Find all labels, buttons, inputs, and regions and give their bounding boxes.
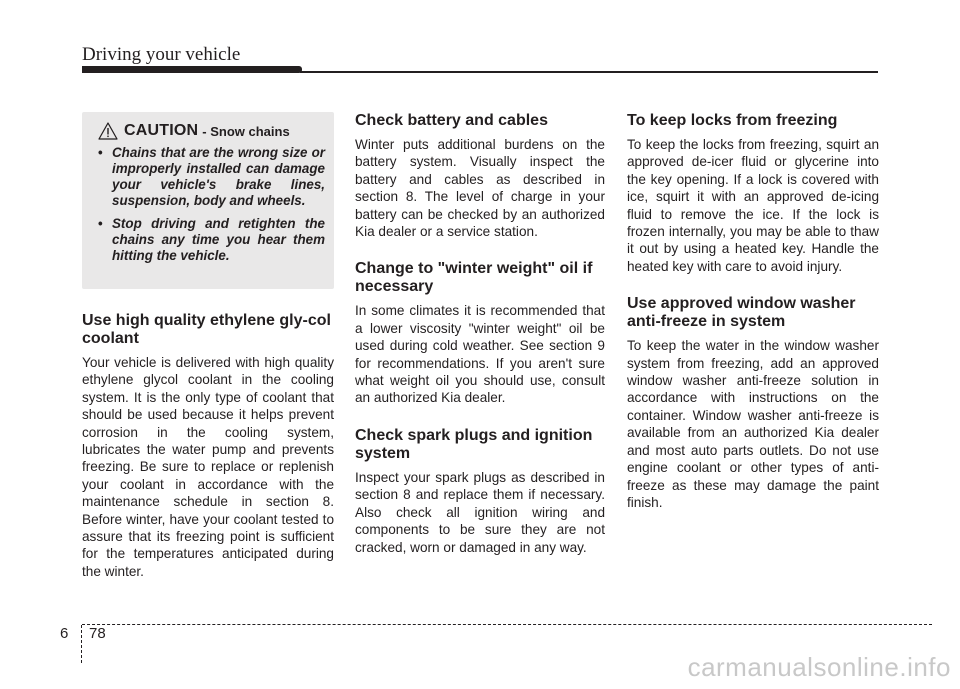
battery-heading: Check battery and cables [355, 112, 548, 129]
coolant-heading: Use high quality ethylene gly-col coolant [82, 312, 331, 347]
column-middle [355, 112, 605, 556]
spark-plugs-body: Inspect your spark plugs as described in section 8 and replace them if necessary. Also check all ignition wiring and components to be sure they are not cracked, worn or damaged in any way. [355, 469, 605, 555]
caution-subtitle: - Snow chains [202, 123, 290, 139]
caution-item: • Chains that are the wrong size or improperly installed can damage your vehicle's brake lines, suspension, body and wheels. [98, 145, 325, 208]
header-rule-thick [82, 66, 302, 73]
warning-triangle-icon [98, 122, 118, 140]
locks-body: To keep the locks from freezing, squirt an approved de-icer fluid or glycerine into the key opening. If a lock is covered with ice, squirt it with an approved de-icing fluid to remove the ice. If the lock is frozen internally, you may be able to thaw it out by using a heated key. Handle the heated key with care to avoid injury. [627, 137, 879, 274]
footer-rule [82, 624, 932, 625]
caution-header [92, 122, 325, 140]
battery-body: Winter puts additional burdens on the battery system. Visually inspect the battery and cables as described in section 8. The level of charge in your battery can be checked by an authorized Kia dealer or a service station. [355, 137, 605, 240]
page-number-divider [81, 625, 82, 663]
oil-heading: Change to "winter weight" oil if necessary [355, 260, 593, 296]
caution-item: • Stop driving and retighten the chains any time you hear them hitting the vehicle. [98, 216, 325, 263]
locks-heading: To keep locks from freezing [627, 112, 838, 129]
watermark: carmanualsonline.info [687, 652, 951, 682]
page-number: 78 [89, 625, 106, 642]
coolant-body: Your vehicle is delivered with high quality ethylene glycol coolant in the cooling system. It is the only type of coolant that should be used because it helps prevent corrosion in the cooling system, lubricates the water pump and prevents freezing. Be sure to replace or replenish your coolant in accordance with the maintenance schedule in section 8. Before winter, have your coolant tested to assure that its freezing point is sufficient for the temperatures anticipated during the winter. [82, 355, 334, 579]
caution-title: CAUTION [124, 122, 199, 139]
column-right [627, 112, 879, 511]
header-title: Driving your vehicle [82, 44, 241, 65]
section-number: 6 [60, 625, 69, 642]
caution-list [92, 145, 325, 264]
spark-plugs-heading: Check spark plugs and ignition system [355, 426, 593, 462]
header-rule-thin [300, 71, 878, 73]
washer-heading: Use approved window washer anti-freeze in system [627, 295, 856, 331]
caution-box [82, 112, 334, 289]
washer-body: To keep the water in the window washer system from freezing, add an approved window washer anti-freeze solution in accordance with instructions on the container. Window washer anti-freeze is available from an authorized Kia dealer and most auto parts outlets. Do not use engine coolant or other types of anti-freeze as these may damage the paint finish. [627, 338, 879, 510]
oil-body: In some climates it is recommended that a lower viscosity "winter weight" oil be used during cold weather. See section 9 for recommendations. If you aren't sure what weight oil you should use, consult an authorized Kia dealer. [355, 303, 605, 406]
column-left [82, 112, 334, 580]
